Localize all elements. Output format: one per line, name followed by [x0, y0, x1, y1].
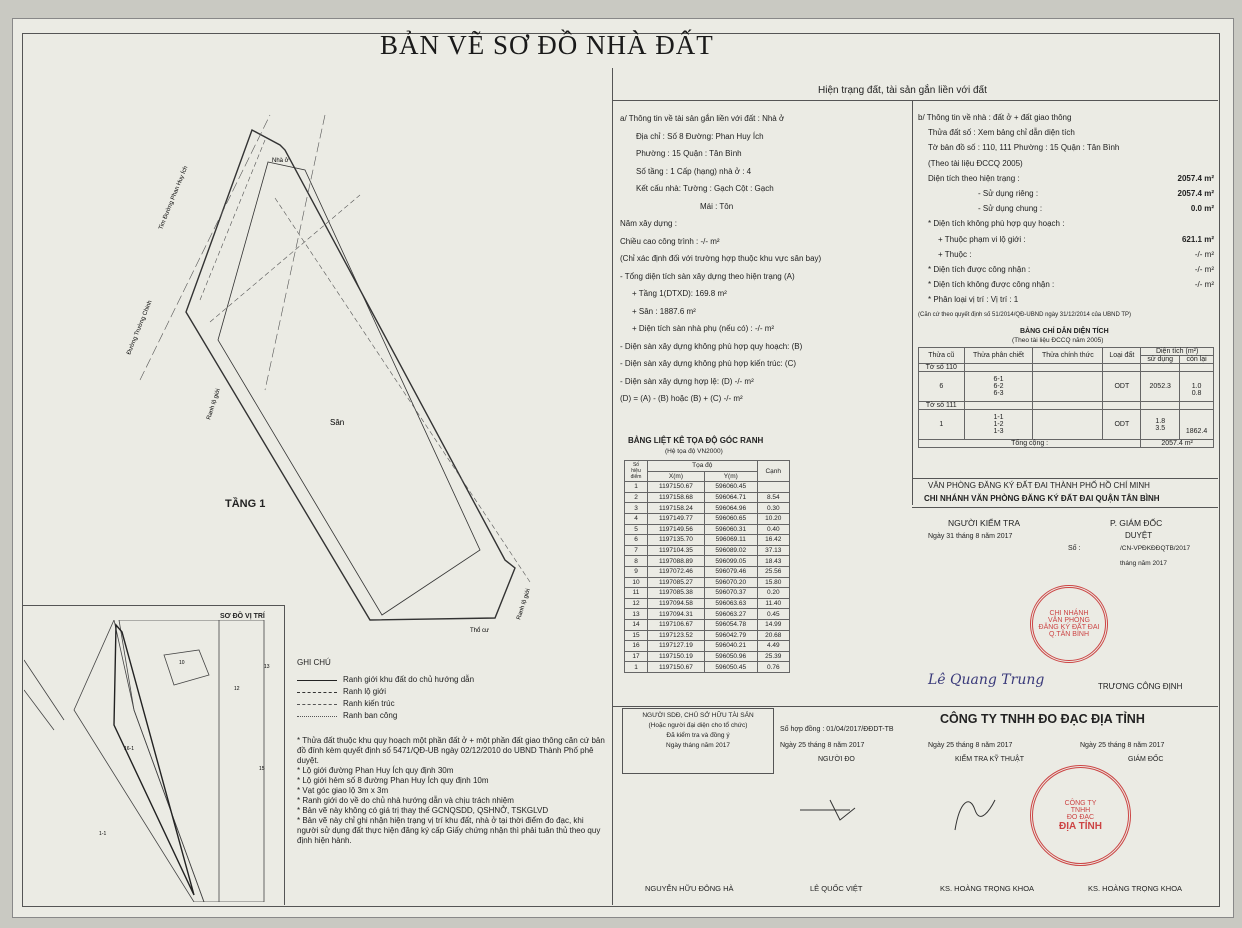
house-year: Năm xây dựng :: [620, 219, 677, 228]
note: * Lộ giới đường Phan Huy Ích quy định 30m: [297, 766, 454, 775]
director-approve: DUYỆT: [1125, 531, 1153, 540]
coord-x: 1197150.67: [648, 662, 705, 673]
ddt-cell: [1033, 372, 1103, 402]
stamp-text: TNHH: [1070, 806, 1091, 814]
tech-date: Ngày 25 tháng 8 năm 2017: [928, 742, 1013, 749]
director-title: P. GIÁM ĐỐC: [1110, 518, 1163, 528]
office-divider: [912, 478, 1218, 479]
coord-x: 1197088.89: [648, 556, 705, 567]
coord-point: 15: [625, 630, 648, 641]
coord-len: 18.43: [757, 556, 789, 567]
coord-y: 596089.02: [704, 545, 757, 556]
coord-x: 1197150.67: [648, 482, 705, 493]
owner-box-4: Ngày tháng năm 2017: [666, 742, 730, 749]
legend-title: GHI CHÚ: [297, 658, 331, 667]
coord-y: 596042.79: [704, 630, 757, 641]
land-rieng-value: 2057.4 m²: [1177, 189, 1214, 199]
office-line-2: CHI NHÁNH VĂN PHÒNG ĐĂNG KÝ ĐẤT ĐAI QUẬN TÂN BÌNH: [924, 494, 1160, 503]
coord-h-len: Cạnh: [757, 461, 789, 482]
owner-name: NGUYỄN HỮU ĐÔNG HÀ: [645, 884, 734, 893]
so-label: Số :: [1068, 545, 1081, 552]
house-san: + Sân : 1887.6 m²: [632, 306, 696, 316]
site-plan: [100, 100, 600, 640]
coord-x: 1197085.27: [648, 577, 705, 588]
house-structure: Kết cấu nhà: Tường : Gạch Cột : Gạch: [636, 184, 774, 193]
director-name: TRƯƠNG CÔNG ĐỊNH: [1098, 682, 1183, 691]
coord-point: 1: [625, 482, 648, 493]
ddt-header: còn lại: [1180, 356, 1214, 364]
ddt-cell: 1-1 1-2 1-3: [964, 410, 1033, 440]
note: * Bản vẽ này chỉ ghi nhận hiện trạng vị trí khu đất, nhà ở tại thời điểm đo đạc, khi người sử dụng đất thực hiện đăng ký cấp Giấy chứng nhận thì phải tuân thủ theo quy định hiện hành.: [297, 816, 601, 845]
legend-list: [297, 674, 607, 722]
coord-h-point: Số hiệu điểm: [625, 461, 648, 482]
table-row: [625, 566, 790, 577]
land-area-label: Diện tích theo hiện trạng :: [928, 173, 1020, 183]
coord-len: [757, 482, 789, 493]
legend-text: Ranh kiến trúc: [343, 699, 395, 708]
land-khongphu: * Diện tích không phù hợp quy hoạch :: [928, 219, 1065, 229]
note: * Lộ giới hẻm số 8 đường Phan Huy Ích quy định 10m: [297, 776, 489, 785]
coord-h-x: X(m): [648, 471, 705, 482]
coord-y: 596064.96: [704, 503, 757, 514]
coord-point: 2: [625, 492, 648, 503]
coord-point: 10: [625, 577, 648, 588]
land-rieng-label: - Sử dụng riêng :: [978, 189, 1039, 199]
table-row: [919, 440, 1214, 448]
coord-len: 0.20: [757, 588, 789, 599]
location-map: [24, 620, 282, 902]
coord-len: 8.54: [757, 492, 789, 503]
parcel-12: 12: [234, 686, 240, 692]
floor-label: TẦNG 1: [225, 498, 266, 510]
parcel-13: 13: [264, 664, 270, 670]
ddt-header: Thửa chính thức: [1033, 348, 1103, 364]
table-row: [919, 410, 1214, 440]
document-title: BẢN VẼ SƠ ĐỒ NHÀ ĐẤT: [380, 30, 714, 60]
coord-len: 0.40: [757, 524, 789, 535]
owner-box-3: Đã kiểm tra và đồng ý: [666, 732, 730, 739]
land-logioi-label: + Thuộc phạm vi lộ giới :: [938, 234, 1026, 244]
coord-y: 596060.31: [704, 524, 757, 535]
parcel-16-1: 16-1: [124, 746, 135, 752]
land-chung-label: - Sử dụng chung :: [978, 204, 1043, 214]
table-row: [919, 402, 1214, 410]
tho-cu-label: Thổ cư: [470, 628, 490, 634]
house-floors: Số tầng : 1 Cấp (hạng) nhà ở : 4: [636, 166, 752, 176]
land-thuoc-row: [918, 247, 1214, 262]
coord-x: 1197104.35: [648, 545, 705, 556]
coord-len: 0.30: [757, 503, 789, 514]
ddt-total-value: 2057.4 m²: [1141, 440, 1214, 448]
land-doc: (Theo tài liệu ĐCCQ 2005): [928, 158, 1023, 168]
table-row: [625, 619, 790, 630]
thang-line: tháng năm 2017: [1120, 560, 1167, 567]
center-divider: [612, 68, 613, 905]
ddt-title: BẢNG CHỈ DẪN DIỆN TÍCH: [1020, 328, 1109, 335]
inspector-date: Ngày 31 tháng 8 năm 2017: [928, 533, 1013, 540]
street-label-2: Đường Trường Chinh: [126, 299, 154, 356]
legend-item: [297, 710, 607, 722]
coord-x: 1197127.19: [648, 641, 705, 652]
house-note: (Chỉ xác định đối với trường hợp thuộc khu vực sân bay): [620, 254, 822, 263]
coord-y: 596050.96: [704, 651, 757, 662]
coord-len: 37.13: [757, 545, 789, 556]
land-boundary: [186, 130, 515, 620]
signature-scribbles: [780, 780, 1030, 840]
coord-y: 596099.05: [704, 556, 757, 567]
right-header: Hiện trạng đất, tài sản gắn liền với đất: [818, 85, 987, 96]
note: * Thửa đất thuộc khu quy hoạch một phần đất ở + một phần đất giao thông căn cứ bản đồ đính kèm quyết định số 5471/QĐ-UB ngày 02/12/2010 do UBND Thành Phố phê duyệt.: [297, 736, 605, 765]
ddt-cell: 2052.3: [1141, 372, 1180, 402]
house-info: [620, 110, 905, 408]
coord-x: 1197149.56: [648, 524, 705, 535]
coord-subtitle: (Hệ tọa độ VN2000): [665, 448, 723, 455]
ddt-cell: 6: [919, 372, 965, 402]
ddt-cell: 6-1 6-2 6-3: [964, 372, 1033, 402]
table-row: [625, 492, 790, 503]
coord-len: 25.39: [757, 651, 789, 662]
coord-y: 596069.11: [704, 535, 757, 546]
land-sheet: Tờ bản đồ số : 110, 111 Phường : 15 Quận : Tân Bình: [928, 143, 1120, 153]
area-label: Sân: [330, 418, 345, 427]
legend-swatch: [297, 692, 337, 693]
table-row: [625, 482, 790, 493]
owner-box: [622, 708, 774, 774]
owner-box-1: NGƯỜI SDĐ, CHỦ SỞ HỮU TÀI SẢN: [642, 712, 754, 719]
ddt-cell: Tờ số 110: [919, 364, 965, 372]
coord-y: 596079.46: [704, 566, 757, 577]
measurer-name: LÊ QUỐC VIỆT: [810, 884, 863, 893]
office-line-1: VĂN PHÒNG ĐĂNG KÝ ĐẤT ĐAI THÀNH PHỐ HỒ CHÍ MINH: [928, 481, 1150, 490]
land-logioi-row: [918, 232, 1214, 247]
coord-title: BẢNG LIỆT KÊ TỌA ĐỘ GÓC RANH: [628, 436, 764, 445]
company-divider: [612, 706, 1218, 707]
coord-y: 596050.45: [704, 662, 757, 673]
table-row: [919, 372, 1214, 402]
table-row: [919, 364, 1214, 372]
ddt-header: Thửa phân chiết: [964, 348, 1033, 364]
street-label-1: Tim Đường Phan Huy Ích: [158, 165, 190, 231]
coord-y: 596070.20: [704, 577, 757, 588]
ranh-lo-gioi-label: Ranh lộ giới: [206, 388, 222, 421]
coord-point: 14: [625, 619, 648, 630]
alley-label: Ranh lộ giới: [516, 588, 532, 621]
coord-x: 1197094.58: [648, 598, 705, 609]
tech-name: KS. HOÀNG TRỌNG KHOA: [940, 884, 1035, 893]
ddt-cell: Tờ số 111: [919, 402, 965, 410]
coord-len: 16.42: [757, 535, 789, 546]
location-title: SƠ ĐỒ VỊ TRÍ: [220, 613, 265, 620]
coord-y: 596063.27: [704, 609, 757, 620]
legend-swatch: [297, 680, 337, 681]
coord-point: 13: [625, 609, 648, 620]
table-row: [625, 609, 790, 620]
gd-title: GIÁM ĐỐC: [1128, 756, 1164, 763]
land-thuoc-label: + Thuộc :: [938, 249, 972, 259]
land-cancu: (Căn cứ theo quyết định số 51/2014/QĐ-UBND ngày 31/12/2014 của UBND TP): [918, 311, 1132, 318]
area-table: [918, 347, 1214, 448]
gd-name: KS. HOÀNG TRỌNG KHOA: [1088, 884, 1183, 893]
land-title: b/ Thông tin về nhà : đất ở + đất giao thông: [918, 113, 1072, 122]
coord-point: 7: [625, 545, 648, 556]
land-parcel: Thửa đất số : Xem bảng chỉ dẫn diện tích: [928, 128, 1075, 138]
house-tang1: + Tầng 1(DTXD): 169.8 m²: [632, 289, 727, 298]
house-total: - Tổng diện tích sàn xây dựng theo hiện trạng (A): [620, 271, 795, 281]
coord-x: 1197150.19: [648, 651, 705, 662]
legend-text: Ranh lộ giới: [343, 687, 387, 696]
coord-len: 20.68: [757, 630, 789, 641]
ddt-header: Thửa cũ: [919, 348, 965, 364]
coord-x: 1197135.70: [648, 535, 705, 546]
ddt-header: Loại đất: [1103, 348, 1141, 364]
company-stamp: [1030, 765, 1131, 866]
ddt-cell: 1: [919, 410, 965, 440]
ddt-cell: ODT: [1103, 372, 1141, 402]
coord-len: 4.49: [757, 641, 789, 652]
coord-len: 14.99: [757, 619, 789, 630]
land-kocongnhan-row: [918, 277, 1214, 292]
coord-len: 25.56: [757, 566, 789, 577]
coord-x: 1197072.46: [648, 566, 705, 577]
coord-y: 596070.37: [704, 588, 757, 599]
house-ward: Phường : 15 Quận : Tân Bình: [636, 149, 742, 158]
stamp-text: Q.TÂN BÌNH: [1048, 631, 1090, 638]
legend-text: Ranh giới khu đất do chủ hướng dẫn: [343, 675, 475, 684]
legend-notes: [297, 736, 607, 846]
stamp-text: VĂN PHÒNG: [1047, 617, 1090, 624]
stamp-text: CÔNG TY: [1064, 799, 1097, 807]
land-congnhan-row: [918, 262, 1214, 277]
coord-point: 4: [625, 513, 648, 524]
coord-y: 596060.45: [704, 482, 757, 493]
coord-len: 10.20: [757, 513, 789, 524]
right-col-divider: [912, 100, 913, 505]
coord-len: 11.40: [757, 598, 789, 609]
owner-box-2: (Hoặc người đại diện cho tổ chức): [648, 722, 748, 729]
house-d: - Diện sàn xây dựng hợp lệ: (D) -/- m²: [620, 376, 754, 386]
ddt-header: Diện tích (m²): [1141, 348, 1214, 356]
coord-len: 0.45: [757, 609, 789, 620]
inspector-title: NGƯỜI KIỂM TRA: [948, 518, 1021, 528]
coord-point: 9: [625, 566, 648, 577]
legend-text: Ranh ban công: [343, 711, 398, 720]
table-row: [625, 662, 790, 673]
note: * Ranh giới do về do chủ nhà hướng dẫn và chịu trách nhiệm: [297, 796, 514, 805]
coord-y: 596054.78: [704, 619, 757, 630]
parcel-15: 15: [259, 766, 265, 772]
land-congnhan-label: * Diện tích được công nhận :: [928, 265, 1031, 275]
house-c: - Diện sàn xây dựng không phù hợp kiến trúc: (C): [620, 359, 797, 368]
table-row: [625, 588, 790, 599]
coord-point: 6: [625, 535, 648, 546]
coord-y: 596064.71: [704, 492, 757, 503]
coord-y: 596040.21: [704, 641, 757, 652]
ddt-cell: [1033, 410, 1103, 440]
land-rieng-row: [918, 186, 1214, 201]
land-chung-value: 0.0 m²: [1190, 204, 1214, 214]
inspector-signature: Lê Quang Trung: [928, 672, 1045, 688]
company-name: CÔNG TY TNHH ĐO ĐẠC ĐỊA TỈNH: [940, 712, 1145, 726]
coord-x: 1197158.68: [648, 492, 705, 503]
coord-point: 8: [625, 556, 648, 567]
table-row: [625, 513, 790, 524]
table-row: [625, 545, 790, 556]
stamp-text: ĐỊA TỈNH: [1059, 820, 1102, 832]
land-info: [918, 110, 1214, 323]
coord-point: 5: [625, 524, 648, 535]
note: * Bản vẽ này không có giá trị thay thế GCNQSDD, QSHNỞ, TSKGLVD: [297, 806, 549, 815]
land-chung-row: [918, 201, 1214, 216]
land-thuoc-value: -/- m²: [1194, 249, 1214, 259]
sig-divider: [912, 507, 1218, 508]
legend-swatch: [297, 704, 337, 705]
table-row: [625, 630, 790, 641]
coord-len: 0.76: [757, 662, 789, 673]
land-area-value: 2057.4 m²: [1177, 173, 1214, 183]
house-label: Nhà ở: [272, 158, 289, 164]
house-formula: (D) = (A) - (B) hoặc (B) + (C) -/- m²: [620, 394, 743, 403]
coord-x: 1197149.77: [648, 513, 705, 524]
coord-len: 15.80: [757, 577, 789, 588]
gd-date: Ngày 25 tháng 8 năm 2017: [1080, 742, 1165, 749]
land-phanloai: * Phân loại vị trí : Vị trí : 1: [928, 295, 1019, 305]
measurer-date: Ngày 25 tháng 8 năm 2017: [780, 742, 865, 749]
table-row: [625, 577, 790, 588]
legend-item: [297, 698, 607, 710]
coord-y: 596060.65: [704, 513, 757, 524]
table-row: [625, 556, 790, 567]
land-logioi-value: 621.1 m²: [1181, 234, 1214, 244]
measurer-title: NGƯỜI ĐO: [818, 756, 855, 763]
coord-x: 1197085.38: [648, 588, 705, 599]
coord-x: 1197123.52: [648, 630, 705, 641]
legend-item: [297, 674, 607, 686]
coord-point: 11: [625, 588, 648, 599]
house-info-title: a/ Thông tin về tài sản gắn liền với đất : Nhà ở: [620, 114, 785, 123]
coord-point: 17: [625, 651, 648, 662]
land-congnhan-value: -/- m²: [1194, 265, 1214, 275]
coord-h-group: Tọa độ: [648, 461, 758, 472]
coord-x: 1197158.24: [648, 503, 705, 514]
stamp-text: ĐO ĐẠC: [1066, 813, 1095, 821]
ddt-cell: 1862.4: [1180, 410, 1214, 440]
coord-y: 596063.63: [704, 598, 757, 609]
legend-item: [297, 686, 607, 698]
house-b: - Diện sàn xây dựng không phù hợp quy hoạch: (B): [620, 341, 803, 351]
land-kocongnhan-label: * Diện tích không được công nhận :: [928, 280, 1055, 290]
table-row: [625, 535, 790, 546]
stamp-text: CHI NHÁNH: [1049, 610, 1089, 617]
coord-point: 3: [625, 503, 648, 514]
contract-no: Số hợp đồng : 01/04/2017/ĐĐDT-TB: [780, 726, 894, 733]
coord-point: 1: [625, 662, 648, 673]
office-stamp: [1030, 585, 1108, 663]
floor-area: [218, 162, 480, 615]
house-roof: Mái : Tôn: [700, 201, 734, 211]
parcel-10: 10: [179, 660, 185, 666]
note: * Vạt góc giao lộ 3m x 3m: [297, 786, 389, 795]
coord-point: 16: [625, 641, 648, 652]
house-phu: + Diện tích sàn nhà phụ (nếu có) : -/- m²: [632, 324, 775, 333]
table-row: [625, 524, 790, 535]
ddt-cell: 1.8 3.5: [1141, 410, 1180, 440]
coord-body: [625, 482, 790, 673]
so-value: /CN-VPĐKĐĐQTB/2017: [1120, 545, 1191, 552]
coord-x: 1197106.67: [648, 619, 705, 630]
coord-table: [624, 460, 790, 673]
coord-h-y: Y(m): [704, 471, 757, 482]
table-row: [625, 651, 790, 662]
coord-point: 12: [625, 598, 648, 609]
tech-title: KIỂM TRA KỸ THUẬT: [955, 756, 1024, 763]
table-row: [625, 503, 790, 514]
header-divider: [612, 100, 1218, 101]
ddt-subtitle: (Theo tài liệu ĐCCQ năm 2005): [1012, 337, 1104, 344]
house-address: Địa chỉ : Số 8 Đường: Phan Huy Ích: [636, 131, 764, 141]
ddt-cell: 1.0 0.8: [1180, 372, 1214, 402]
coord-x: 1197094.31: [648, 609, 705, 620]
ddt-header: sử dụng: [1141, 356, 1180, 364]
parcel-1-1: 1-1: [99, 831, 107, 837]
house-height: Chiều cao công trình : -/- m²: [620, 236, 720, 246]
location-right: [284, 605, 285, 905]
ddt-total-label: Tổng cộng :: [919, 440, 1141, 448]
land-kocongnhan-value: -/- m²: [1194, 280, 1214, 290]
table-row: [625, 641, 790, 652]
ddt-cell: ODT: [1103, 410, 1141, 440]
stamp-text: ĐĂNG KÝ ĐẤT ĐAI: [1038, 624, 1100, 631]
land-area-row: [918, 171, 1214, 186]
legend-swatch: [297, 716, 337, 717]
table-row: [625, 598, 790, 609]
